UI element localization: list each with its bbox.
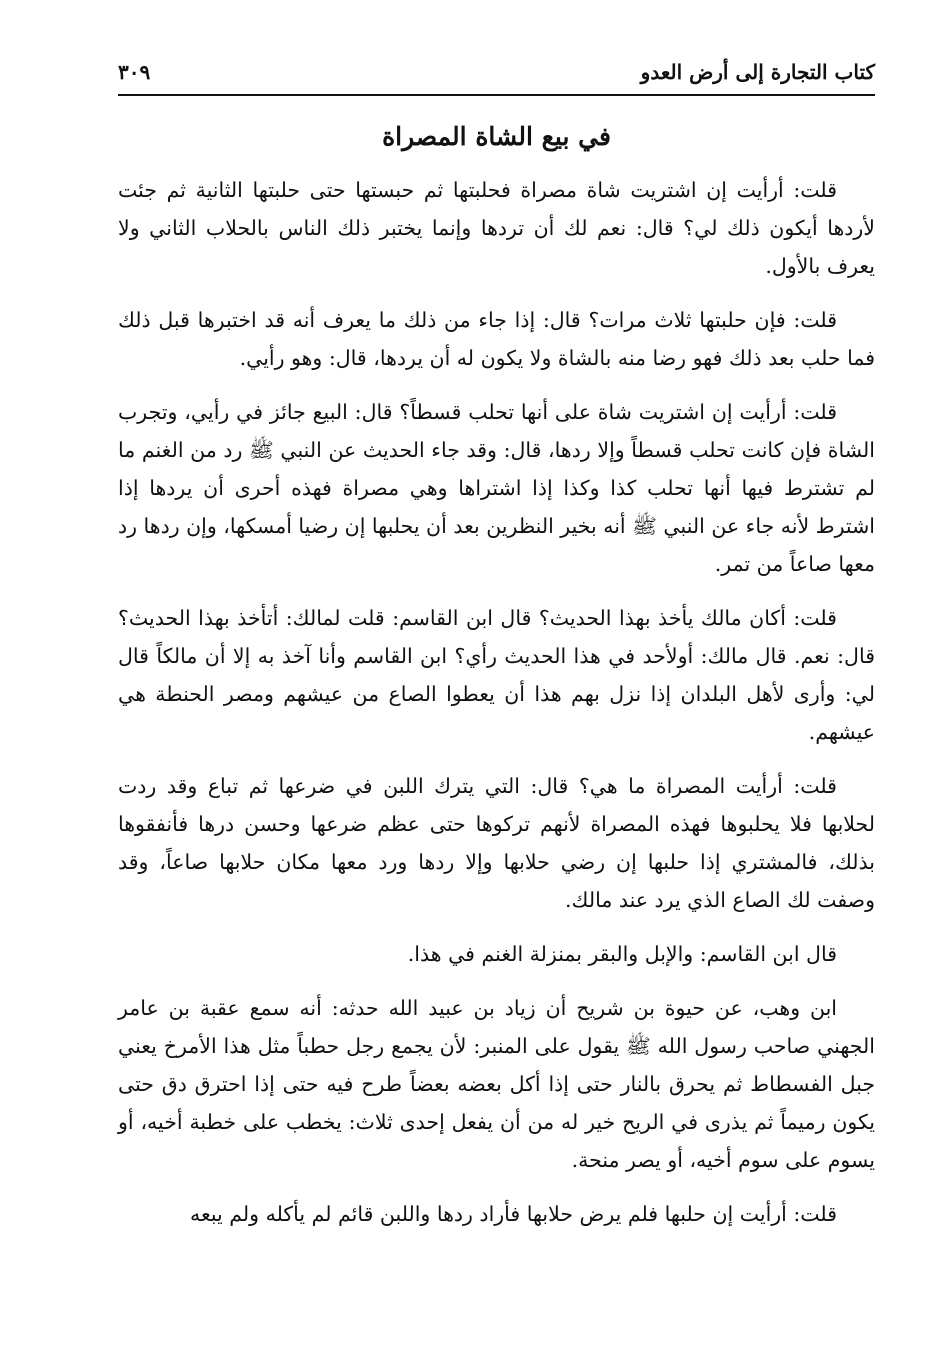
paragraph-2: قلت: فإن حلبتها ثلاث مرات؟ قال: إذا جاء من ذلك ما يعرف أنه قد اختبرها قبل ذلك فما حلب بعد ذلك فهو رضا منه بالشاة ولا يكون له أن يردها، قال: وهو رأيي. [118,308,875,370]
paragraph-5: قلت: أرأيت المصراة ما هي؟ قال: التي يترك اللبن في ضرعها ثم تباع وقد ردت لحلابها فلا يحلبوها فهذه المصراة لأنهم تركوها حتى عظم ضرعها وحسن درها فأنفقوها بذلك، فالمشتري إذا حلبها إن رضي حلابها وإلا ردها ورد معها مكان حلابها صاعاً، وقد وصفت لك الصاع الذي يرد عند مالك. [118,774,875,912]
book-title: كتاب التجارة إلى أرض العدو [640,60,875,84]
page-number: ٣٠٩ [118,60,151,84]
paragraph-4: قلت: أكان مالك يأخذ بهذا الحديث؟ قال ابن القاسم: قلت لمالك: أتأخذ بهذا الحديث؟ قال: نعم. قال مالك: أولأحد في هذا الحديث رأي؟ ابن القاسم وأنا آخذ به إلا أن مالكاً قال لي: وأرى لأهل البلدان إذا نزل بهم هذا أن يعطوا الصاع من عيشهم ومصر الحنطة هي عيشهم. [118,606,875,744]
running-header [118,58,875,96]
chapter-title: في بيع الشاة المصراة [382,122,611,151]
paragraph-1: قلت: أرأيت إن اشتريت شاة مصراة فحلبتها ثم حبستها حتى حلبتها الثانية ثم جئت لأردها أيكون ذلك لي؟ قال: نعم لك أن تردها وإنما يختبر ذلك الناس بالحلاب الثاني ولا يعرف بالأول. [118,178,875,278]
paragraph-6: قال ابن القاسم: والإبل والبقر بمنزلة الغنم في هذا. [407,942,837,966]
paragraph-8: قلت: أرأيت إن حلبها فلم يرض حلابها فأراد ردها واللبن قائم لم يأكله ولم يبعه [189,1202,837,1226]
paragraph-7: ابن وهب، عن حيوة بن شريح أن زياد بن عبيد الله حدثه: أنه سمع عقبة بن عامر الجهني صاحب رسول الله ﷺ يقول على المنبر: لأن يجمع رجل حطباً مثل هذا الأمرخ يعني جبل الفسطاط ثم يحرق بالنار حتى إذا أكل بعضه بعضاً طرح فيه حتى إذا احترق دق حتى يكون رميماً ثم يذرى في الريح خير له من أن يفعل إحدى ثلاث: يخطب على خطبة أخيه، أو يسوم على سوم أخيه، أو يصر منحة. [118,996,875,1172]
paragraph-3: قلت: أرأيت إن اشتريت شاة على أنها تحلب قسطاً؟ قال: البيع جائز في رأيي، وتجرب الشاة فإن كانت تحلب قسطاً وإلا ردها، قال: وقد جاء الحديث عن النبي ﷺ رد من الغنم ما لم تشترط فيها أنها تحلب كذا وكذا إذا اشتراها وهي مصراة فهذه أحرى أن يردها إذا اشترط لأنه جاء عن النبي ﷺ أنه بخير النظرين بعد أن يحلبها إن رضيا أمسكها، وإن ردها رد معها صاعاً من تمر. [117,400,875,576]
